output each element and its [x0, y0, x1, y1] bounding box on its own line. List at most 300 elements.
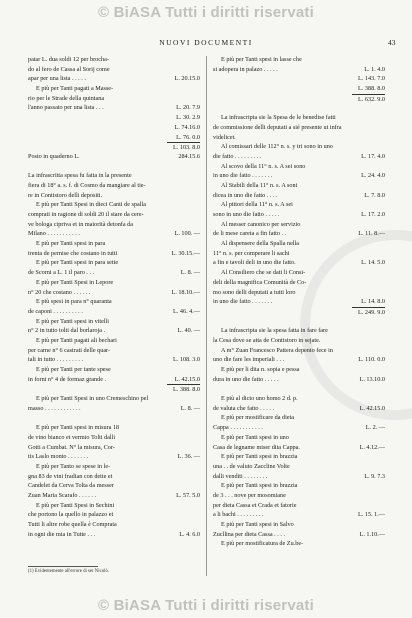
line-text: E più per Tanti spesi in vitelli — [36, 317, 110, 325]
line-text: 11° n. s. per comperare li sachi — [213, 249, 290, 257]
line-text: tali in tutto . . . . . . . . . — [28, 356, 83, 364]
line-text: in forni n° 4 de formaz grande . — [28, 375, 107, 383]
line-text: trenta de pernise che costano in tutti — [28, 249, 118, 257]
line-text: Candelet da Cerva Tolta da messer — [28, 482, 114, 490]
line-text: Cappa . . . . . . . . . . . — [213, 424, 263, 432]
line-text: tis Laslo monto . . . . . . . — [28, 453, 89, 461]
line-text: do al fero de Cassa al Sorij come — [28, 65, 110, 73]
line-amount: L. 143. 7.0 — [358, 75, 385, 83]
line-text: a fin e tavoli deli in uno die fatto. — [213, 259, 296, 267]
line-text: de vino bianco et vermio Tolti dalli — [28, 433, 116, 441]
line-amount — [167, 258, 200, 268]
ledger-line — [213, 220, 385, 230]
line-amount — [167, 239, 200, 249]
line-amount — [352, 200, 385, 210]
line-amount: L. 74.16.0 — [174, 123, 200, 131]
right-column — [213, 55, 385, 549]
line-text: comprati in ragione di soldi 20 il stare da cere- — [28, 211, 144, 218]
line-amount: L. 14. 8.0 — [361, 298, 385, 306]
ledger-line — [213, 55, 385, 65]
ledger-line — [28, 433, 200, 443]
line-text: che portono la quello in palazzo et — [28, 511, 114, 519]
line-amount — [352, 317, 385, 327]
ledger-line — [213, 65, 385, 75]
ledger-line — [28, 142, 200, 152]
line-amount — [167, 433, 200, 443]
ledger-line — [213, 375, 385, 385]
line-amount — [352, 501, 385, 511]
line-amount — [167, 84, 200, 94]
line-text — [213, 103, 352, 113]
line-amount: L. 13.10.0 — [359, 375, 385, 383]
ledger-line — [28, 113, 200, 123]
line-text: Al scovo della 11° n. s. A sei sono — [221, 162, 306, 170]
line-text: Milano . . . . . . . . . . . — [28, 230, 80, 238]
line-text: ve bologa cipriva et in maiorità detonfa da — [28, 220, 133, 228]
ledger-line — [213, 258, 385, 268]
line-amount — [167, 55, 200, 65]
line-text: E più per Tanti spesi in Salvo — [221, 521, 294, 528]
line-text: mo sono delli deputati a tutti loro — [213, 288, 296, 296]
line-amount — [167, 220, 200, 230]
line-text: la Cesa dove se atta de Contistoro in sejate. — [213, 336, 321, 344]
footnote: (1) Evidentemente all'errore di ser Nicolò. — [28, 569, 110, 574]
line-amount: L. 36. — — [177, 453, 200, 461]
ledger-line — [213, 501, 385, 511]
ledger-line — [28, 94, 200, 104]
line-amount: L. 30. 2.9 — [176, 114, 200, 122]
line-text: de valuta che fatto . . . . . — [213, 404, 274, 412]
line-amount — [167, 94, 200, 104]
line-text: apar per una lista . . . . . — [28, 75, 86, 83]
line-text: E più per Tanto se spese in le- — [36, 462, 111, 470]
ledger-line — [28, 462, 200, 472]
ledger-line — [213, 162, 385, 172]
line-text: si adopera in palazo . . . . . — [213, 65, 278, 73]
line-amount — [352, 452, 385, 462]
line-text: dura in uno die fatto . . . . . — [213, 375, 279, 383]
line-text: E più per Tanti spesi in para sette — [36, 259, 119, 267]
ledger-line — [28, 229, 200, 239]
ledger-line — [213, 152, 385, 162]
ledger-line — [28, 520, 200, 530]
line-text: masso . . . . . . . . . . . . — [28, 404, 81, 412]
line-amount — [352, 162, 385, 172]
page-number: 43 — [388, 38, 396, 47]
ledger-line — [28, 171, 200, 181]
line-text: Zuan Maria Scarafo . . . . . . — [28, 491, 97, 499]
line-amount — [167, 394, 200, 404]
line-text: uno die fare les imperiali . . . — [213, 356, 285, 364]
line-text: E più per mostificare da dieta — [221, 414, 295, 422]
line-amount: L. 57. 5.0 — [176, 491, 200, 499]
line-amount — [167, 297, 200, 307]
ledger-line — [213, 443, 385, 453]
line-amount — [352, 413, 385, 423]
line-amount — [352, 539, 385, 549]
line-text: La infrascritta spesa fu fatta in la presente — [28, 172, 132, 180]
line-amount — [352, 133, 385, 143]
ledger-line — [213, 113, 385, 123]
ledger-line — [28, 530, 200, 540]
line-text: E più per Tanti spesi in uno — [221, 433, 289, 441]
line-amount — [167, 181, 200, 191]
line-text: in uno die fatto . . . . . . . — [213, 172, 273, 180]
line-amount: L. 2. — — [365, 424, 385, 432]
ledger-line — [28, 288, 200, 298]
ledger-line — [213, 171, 385, 181]
line-text: l'anno passato per una lista . . . — [28, 104, 104, 112]
ledger-line — [213, 365, 385, 375]
ledger-line — [213, 530, 385, 540]
ledger-line — [28, 220, 200, 230]
line-text: rio per le Strade della quintana — [28, 94, 105, 102]
line-amount: L. 108. 3.0 — [173, 356, 200, 364]
line-text: E più per Tanti spesi in misura 18 — [36, 424, 120, 432]
line-amount — [167, 520, 200, 530]
line-text: Al comissari delle 112° n. s. y tri sono in uno — [221, 143, 333, 151]
ledger-line — [28, 162, 200, 172]
line-text: Al dispensere della Spalla nella — [221, 240, 300, 248]
line-text: a li bachi . . . . . . . . . — [213, 511, 264, 519]
line-amount: L. 11. 8.— — [358, 230, 385, 238]
line-amount — [167, 423, 200, 433]
line-text — [28, 162, 167, 172]
line-amount: L. 110. 0.0 — [358, 356, 385, 364]
line-amount: L. 15. 1.— — [358, 511, 385, 519]
line-amount — [352, 55, 385, 65]
line-amount — [167, 162, 200, 172]
line-text: E più per Tanti Spesi in Sechini — [36, 501, 115, 509]
line-amount — [352, 278, 385, 288]
line-amount: L. 9. 7.3 — [364, 472, 385, 480]
line-amount: L. 1. 4.0 — [364, 65, 385, 73]
ledger-line — [213, 384, 385, 394]
line-text: E più per Tanti Spesi in dieci Canti de spalla — [36, 201, 146, 209]
ledger-line — [28, 365, 200, 375]
line-text: die fatto . . . . . . . . . — [213, 152, 262, 160]
ledger-line — [28, 510, 200, 520]
line-amount — [167, 481, 200, 491]
ledger-line — [28, 74, 200, 84]
line-text: in uno die fatto . . . . . . . — [213, 298, 273, 306]
ledger-line — [28, 55, 200, 65]
ledger-line — [213, 288, 385, 298]
ledger-line — [213, 326, 385, 336]
line-amount: L. 20. 7.9 — [176, 104, 200, 112]
line-text: per dieta Cassa et Crada et fatorie — [213, 501, 297, 509]
line-text: E più per Tanti Spesi in Lepore — [36, 278, 114, 286]
line-amount — [167, 171, 200, 181]
line-text: de caponi . . . . . . . . . . — [28, 307, 83, 315]
line-amount: L. 8. — — [180, 404, 200, 412]
line-amount — [352, 491, 385, 501]
ledger-line — [28, 210, 200, 220]
line-text: fiera di 18° a. s. f. di Cosmo da mangiare al tie- — [28, 181, 146, 189]
line-amount: L. 20.15.0 — [174, 75, 200, 83]
line-text — [28, 113, 167, 123]
ledger-line — [28, 452, 200, 462]
ledger-line — [28, 472, 200, 482]
line-amount — [167, 317, 200, 327]
line-text: E più per li dita n. sopia e pessa — [221, 366, 300, 373]
line-text — [213, 94, 352, 104]
line-text: n° 2 in tutto tolti dal borlaroja . — [28, 327, 106, 335]
line-text: in ogni die mia in Tutte . . . — [28, 530, 96, 538]
line-amount — [167, 336, 200, 346]
line-amount — [352, 336, 385, 346]
ledger-line — [28, 239, 200, 249]
line-amount: 284.15.6 — [178, 152, 200, 160]
line-text: una . . de valuto Zaccline Volte — [213, 462, 290, 470]
line-text: de li mese careta a fin fatto . . — [213, 230, 287, 238]
line-amount — [352, 288, 385, 298]
ledger-line — [28, 346, 200, 356]
ledger-line — [28, 355, 200, 365]
line-amount — [352, 520, 385, 530]
ledger-line — [213, 404, 385, 414]
line-amount — [167, 278, 200, 288]
line-amount — [352, 365, 385, 375]
line-amount — [352, 326, 385, 336]
line-amount — [352, 113, 385, 123]
line-text: dalli venditi . . . . . . . . — [213, 472, 268, 480]
ledger-line — [28, 384, 200, 394]
watermark-top: © BiASA Tutti i diritti riservati — [97, 4, 314, 21]
ledger-line — [28, 152, 200, 162]
ledger-line — [213, 123, 385, 133]
ledger-line — [213, 491, 385, 501]
ledger-line — [28, 103, 200, 113]
ledger-line — [28, 249, 200, 259]
line-amount: L. 249. 9.0 — [352, 307, 385, 317]
line-text: Tutti li altre robe quella è Comprata — [28, 521, 117, 528]
ledger-line — [28, 423, 200, 433]
ledger-line — [213, 133, 385, 143]
watermark-bottom: © BiASA Tutti i diritti riservati — [97, 597, 314, 614]
line-text: E più per Tanti Spesi in uno Cremeschino pel — [36, 395, 149, 403]
line-amount: L. 17. 4.0 — [361, 152, 385, 160]
ledger-line — [28, 258, 200, 268]
line-amount — [352, 384, 385, 394]
line-text: Posto in quaderno L. — [28, 152, 80, 160]
line-text — [28, 384, 167, 394]
ledger-line — [28, 501, 200, 511]
line-text: E più per Tanti pagati ali bechari — [36, 336, 117, 344]
ledger-line — [28, 394, 200, 404]
ledger-line — [213, 278, 385, 288]
line-amount: L. 4. 6.0 — [179, 530, 200, 538]
line-text: E più per Tanti spesi in para — [36, 240, 106, 248]
line-text: Al Consiliero che se dati li Consi- — [221, 269, 306, 277]
line-amount: L. 40. — — [177, 327, 200, 335]
line-text: deli della magnifica Comunità de Co- — [213, 278, 307, 286]
ledger-line — [28, 297, 200, 307]
line-amount: L. 42.15.0 — [359, 404, 385, 412]
line-amount — [167, 462, 200, 472]
line-text: Al Stabili della 11° n. s. A soni — [221, 181, 298, 189]
line-text: de 3 . . . nove per mosomiane — [213, 491, 286, 499]
ledger-line — [28, 481, 200, 491]
line-text — [213, 317, 352, 327]
ledger-line — [213, 249, 385, 259]
ledger-line — [28, 65, 200, 75]
line-amount: L. 14. 5.0 — [361, 259, 385, 267]
ledger-line — [28, 317, 200, 327]
ledger-line — [213, 413, 385, 423]
ledger-line — [213, 336, 385, 346]
ledger-line — [213, 462, 385, 472]
ledger-line — [213, 433, 385, 443]
line-amount: L. 8. — — [180, 269, 200, 277]
ledger-line — [213, 84, 385, 94]
line-text: E più per Tanti per tante spese — [36, 366, 111, 373]
ledger-line — [28, 200, 200, 210]
line-text: Al messer canonico per servizio — [221, 220, 301, 228]
line-amount: L. 7. 8.0 — [364, 191, 385, 199]
line-text — [213, 307, 352, 317]
line-amount: L. 388. 8.0 — [167, 384, 200, 394]
line-amount — [352, 142, 385, 152]
line-text: E più per Tanti pagati a Masse- — [36, 85, 114, 93]
line-text — [213, 384, 352, 394]
line-text: n° 20 che costano . . . . . . — [28, 288, 91, 296]
line-amount: L. 76. 0.0 — [176, 133, 200, 141]
ledger-line — [213, 239, 385, 249]
ledger-line — [213, 423, 385, 433]
ledger-line — [28, 413, 200, 423]
ledger-line — [28, 123, 200, 133]
line-amount: L. 18.10.— — [171, 288, 200, 296]
ledger-line — [213, 481, 385, 491]
line-amount — [352, 103, 385, 113]
ledger-line — [213, 103, 385, 113]
line-text: dicea in uno die fatto . . . . — [213, 191, 278, 199]
line-amount — [167, 200, 200, 210]
ledger-line — [213, 520, 385, 530]
ledger-line — [213, 297, 385, 307]
line-amount — [167, 472, 200, 482]
line-amount — [167, 365, 200, 375]
left-column — [28, 55, 200, 539]
ledger-line — [213, 510, 385, 520]
line-text: gna 83 de vini fradian con dette et — [28, 472, 113, 480]
line-text: videlicet. — [213, 133, 236, 141]
line-text: Casa de legname miser dita Cappa. — [213, 443, 300, 451]
ledger-line — [28, 191, 200, 201]
line-amount — [352, 481, 385, 491]
line-text: re in Contistoro delli depositi. — [28, 191, 103, 199]
line-amount: L. 100. — — [174, 230, 200, 238]
ledger-line — [213, 181, 385, 191]
line-amount — [167, 65, 200, 75]
line-amount — [352, 249, 385, 259]
line-amount: L. 24. 4.0 — [361, 172, 385, 180]
running-title: NUOVI DOCUMENTI — [159, 38, 253, 47]
ledger-line — [213, 74, 385, 84]
line-text: E più spesi in para n° quaranta — [36, 298, 112, 306]
line-amount: L. 632. 9.0 — [352, 94, 385, 104]
line-text: de Scorni a L. 1 il paro . . . — [28, 269, 95, 277]
ledger-line — [28, 443, 200, 453]
ledger-line — [213, 539, 385, 549]
line-text: A m° Zuan Francesco Pattera depento fece in — [221, 346, 333, 354]
line-amount: L. 46. 4.— — [173, 307, 200, 315]
ledger-line — [213, 452, 385, 462]
ledger-line — [213, 268, 385, 278]
line-amount — [352, 123, 385, 133]
line-text: E più per Tanti spesi in brazzia — [221, 453, 298, 461]
line-amount — [352, 181, 385, 191]
line-amount: L. 1.10.— — [359, 530, 385, 538]
line-text — [28, 123, 167, 133]
ledger-line — [28, 404, 200, 414]
footnote-rule — [28, 566, 98, 567]
ledger-line — [213, 94, 385, 104]
line-amount — [167, 413, 200, 423]
ledger-line — [213, 191, 385, 201]
line-amount — [352, 346, 385, 356]
line-text: Gotti a Cumbat. N° la misura, Cor- — [28, 443, 115, 451]
line-amount — [167, 443, 200, 453]
line-amount — [167, 501, 200, 511]
ledger-line — [28, 375, 200, 385]
ledger-line — [213, 200, 385, 210]
ledger-line — [28, 307, 200, 317]
line-text: de commissione delli deputati a sié presente ut infra — [213, 123, 342, 131]
column-divider — [206, 56, 207, 576]
line-text: sono in uno die fatto . . . . . — [213, 211, 280, 218]
line-text — [28, 133, 167, 143]
ledger-line — [28, 278, 200, 288]
ledger-line — [28, 491, 200, 501]
line-amount: L. 103. 8.0 — [167, 142, 200, 152]
line-text — [28, 413, 167, 423]
ledger-line — [213, 346, 385, 356]
line-amount: L. 30.15.— — [171, 249, 200, 257]
ledger-line — [28, 268, 200, 278]
ledger-line — [213, 472, 385, 482]
ledger-line — [213, 355, 385, 365]
line-amount: L. 17. 2.0 — [361, 211, 385, 218]
line-amount — [352, 239, 385, 249]
line-amount — [352, 268, 385, 278]
ledger-line — [213, 317, 385, 327]
ledger-line — [28, 336, 200, 346]
line-text: E più per Tanti spesi in brazzia — [221, 482, 298, 490]
line-text: La infrascripta sie la Spesa de le benedise fatti — [221, 114, 336, 122]
line-text: per carne n° 6 castrati delle quar- — [28, 346, 111, 354]
line-text — [28, 142, 167, 152]
line-text: Al pittori della 11° n. s. A sei — [221, 201, 293, 209]
ledger-line — [28, 181, 200, 191]
line-text: E più per Tanti spesi in lasse che — [221, 56, 302, 63]
ledger-line — [213, 394, 385, 404]
ledger-line — [213, 307, 385, 317]
line-amount — [352, 462, 385, 472]
line-text — [213, 74, 352, 84]
line-text: E più al dicto uno homo 2 d. p. — [221, 395, 298, 403]
ledger-line — [213, 142, 385, 152]
line-amount — [352, 220, 385, 230]
line-amount: L. 42.15.0 — [174, 375, 200, 383]
line-text: patar L. dua soldi 12 per brocha- — [28, 56, 109, 63]
line-text: E più per mostificatura de Zu.be- — [221, 540, 304, 548]
ledger-line — [213, 229, 385, 239]
line-text: Zucllina per dieta Cassa . . . . — [213, 530, 285, 538]
line-amount — [167, 191, 200, 201]
line-text: La infrascripta sie la spesa fatta in fare fare — [221, 327, 328, 335]
